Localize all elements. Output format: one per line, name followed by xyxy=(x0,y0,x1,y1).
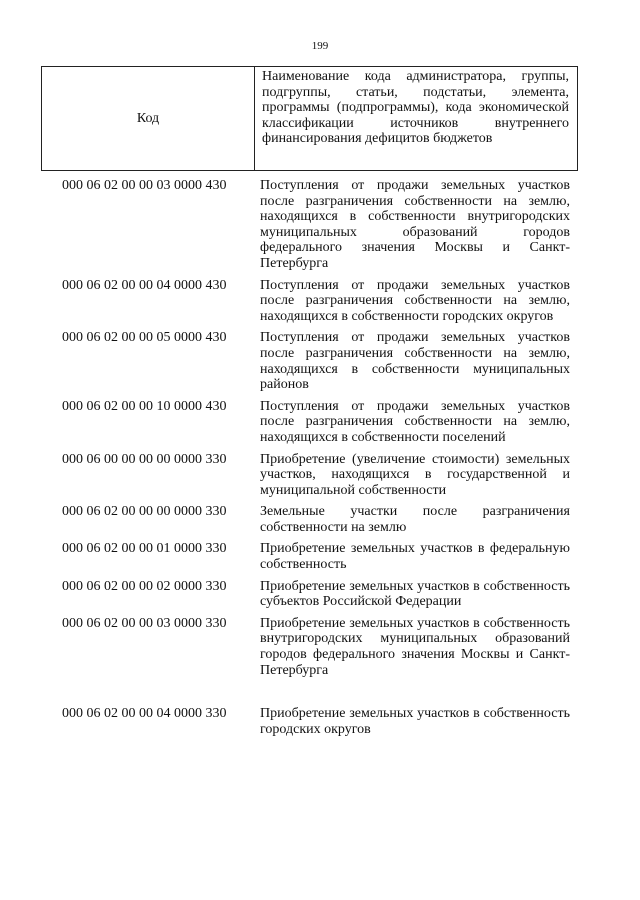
table-row xyxy=(0,399,640,446)
row-name: Земельные участки после разграничения собственности на землю xyxy=(260,504,570,535)
table-row xyxy=(0,178,640,272)
row-name: Приобретение земельных участков в собственность внутригородских муниципальных образований городов федерального значения Москвы и Санкт-Петербурга xyxy=(260,615,570,678)
table-row xyxy=(0,541,640,572)
table-row xyxy=(0,504,640,535)
row-name: Поступления от продажи земельных участков после разграничения собственности на землю, находящихся в собственности внутригородских муниципальных образований городов федерального значения Москвы и Санкт-Петербурга xyxy=(260,178,570,271)
row-code: 000 06 02 00 00 10 0000 430 xyxy=(62,398,227,414)
row-name: Приобретение (увеличение стоимости) земельных участков, находящихся в государственной и муниципальной собственности xyxy=(260,451,570,498)
row-code: 000 06 02 00 00 05 0000 430 xyxy=(62,330,227,346)
row-code: 000 06 02 00 00 01 0000 330 xyxy=(62,541,227,557)
row-code: 000 06 02 00 00 03 0000 330 xyxy=(62,615,227,631)
row-name: Поступления от продажи земельных участков после разграничения собственности на землю, находящихся в собственности городских округов xyxy=(260,277,570,324)
row-code: 000 06 02 00 00 00 0000 330 xyxy=(62,504,227,520)
table-body xyxy=(0,178,640,737)
table-row xyxy=(0,330,640,392)
row-code: 000 06 02 00 00 02 0000 330 xyxy=(62,578,227,594)
row-code: 000 06 02 00 00 04 0000 430 xyxy=(62,277,227,293)
header-code-label: Код xyxy=(42,67,255,170)
table-row xyxy=(0,706,640,737)
table-row xyxy=(0,452,640,499)
table-header xyxy=(41,66,578,171)
row-name: Поступления от продажи земельных участков после разграничения собственности на землю, находящихся в собственности муниципальных районов xyxy=(260,330,570,393)
header-name-label: Наименование кода администратора, группы, подгруппы, статьи, подстатьи, элемента, программы (подпрограммы), кода экономической классификации источников внутреннего финансирования дефицитов бюджетов xyxy=(262,69,569,147)
table-row xyxy=(0,579,640,610)
row-name: Поступления от продажи земельных участков после разграничения собственности на землю, находящихся в собственности поселений xyxy=(260,398,570,445)
row-name: Приобретение земельных участков в собственность субъектов Российской Федерации xyxy=(260,578,570,610)
table-row xyxy=(0,616,640,678)
row-name: Приобретение земельных участков в собственность городских округов xyxy=(260,706,570,737)
row-code: 000 06 02 00 00 04 0000 330 xyxy=(62,706,227,722)
table-row xyxy=(0,278,640,325)
row-code: 000 06 02 00 00 03 0000 430 xyxy=(62,178,227,193)
page-number: 199 xyxy=(311,40,329,52)
row-name: Приобретение земельных участков в федеральную собственность xyxy=(260,541,570,573)
row-code: 000 06 00 00 00 00 0000 330 xyxy=(62,451,227,467)
